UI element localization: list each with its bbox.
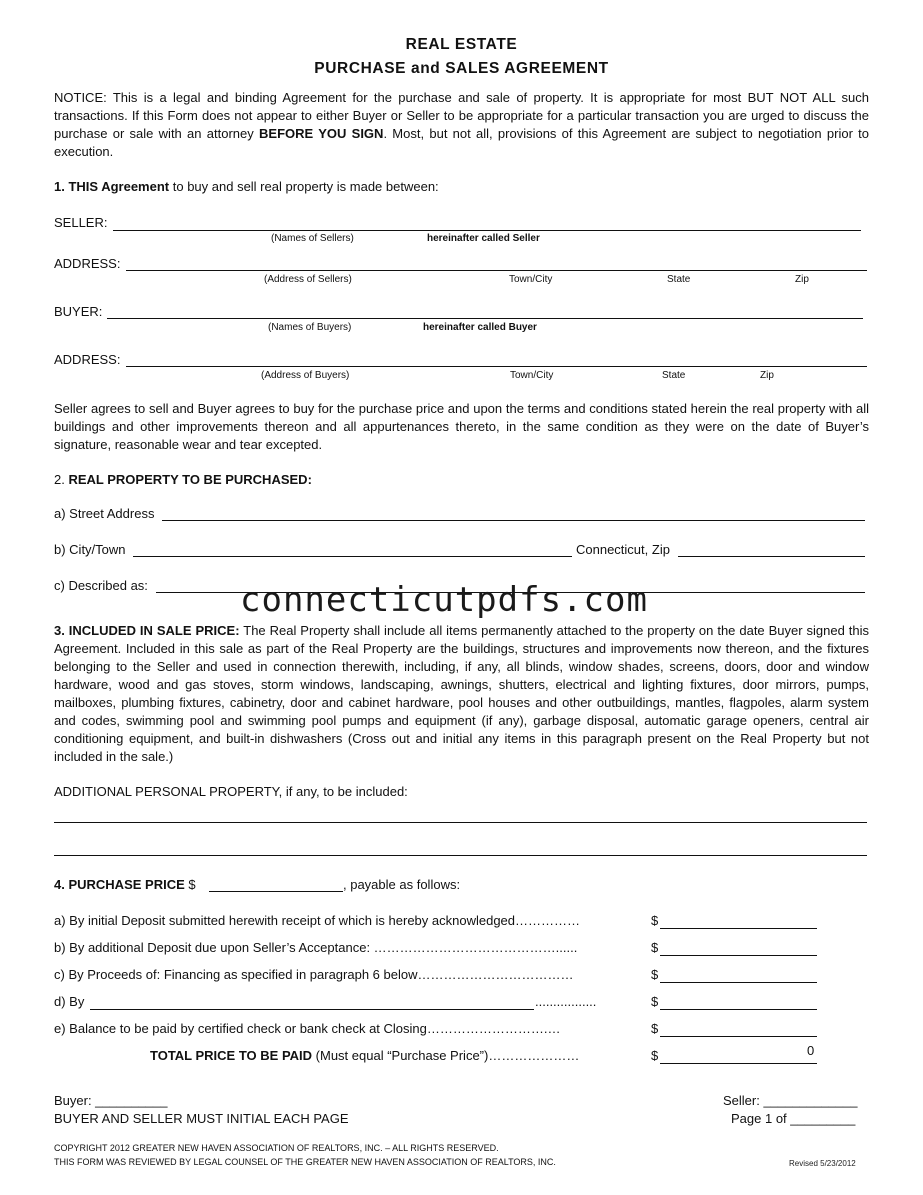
seller-address-label: ADDRESS: [54,256,121,271]
additional-property-line-2[interactable] [54,855,867,856]
buyer-names-caption: (Names of Buyers) [268,322,352,333]
buyer-zip-caption: Zip [760,370,774,381]
row-b-currency: $ [651,940,659,955]
title-line-1: REAL ESTATE [405,36,518,53]
section-3-paragraph [54,622,869,766]
section-4-bold: 4. PURCHASE PRICE [54,877,185,892]
total-amount-field[interactable] [660,1063,817,1064]
seller-town-caption: Town/City [509,274,553,285]
section-4-dollar: $ [184,877,196,892]
seller-called-caption: hereinafter called Seller [427,233,540,244]
total-text: (Must equal “Purchase Price”)………………… [312,1048,580,1063]
row-d-currency: $ [651,994,659,1009]
section-2-number: 2. [54,472,65,487]
section-1-number: 1. [54,179,65,194]
row-d-label: d) By [54,994,85,1009]
seller-name-field[interactable] [113,230,861,231]
section-4-tail: , payable as follows: [343,877,461,892]
street-address-field[interactable] [162,520,865,521]
row-a-amount-field[interactable] [660,928,817,929]
section-4-heading [54,877,196,892]
row-a-currency: $ [651,913,659,928]
buyer-state-caption: State [662,370,686,381]
buyer-label: BUYER: [54,304,103,319]
section-3-bold: 3. INCLUDED IN SALE PRICE: [54,623,240,638]
must-initial-notice: BUYER AND SELLER MUST INITIAL EACH PAGE [54,1111,349,1126]
city-town-label: b) City/Town [54,542,126,557]
row-d-amount-field[interactable] [660,1009,817,1010]
street-address-label: a) Street Address [54,506,155,521]
notice-paragraph [54,89,869,161]
section-3-text: The Real Property shall include all items permanently attached to the property on the date Buyer signed this Agreement. Included in this sale as part of the Real Property are the buildings, structures and improvements now thereon, and the fixtures belonging to the Seller and used in connection therewith, including, if any, all blinds, window shades, screens, doors, door and window hardware, wood and gas stoves, storm windows, landscaping, awnings, shutters, electrical and lighting fixtures, door mirrors, pumps, mailboxes, plumbing fixtures, cabinetry, door and cabinet hardware, pool houses and other outbuildings, mantles, flagpoles, alarm system and codes, swimming pool and swimming pool pumps and equipment (if any), garbage disposal, automatic garage openers, central air conditioning equipment, and built-in dishwashers (Cross out and initial any items in this paragraph present on the Real Property but not included in the sale.) [54,623,870,764]
total-label [150,1048,579,1063]
total-bold: TOTAL PRICE TO BE PAID [150,1048,313,1063]
row-b-amount-field[interactable] [660,955,817,956]
seller-label: SELLER: [54,215,108,230]
city-town-field[interactable] [133,556,572,557]
row-c-amount-field[interactable] [660,982,817,983]
title-line-2: PURCHASE and SALES AGREEMENT [314,60,609,77]
copyright-line-1: COPYRIGHT 2012 GREATER NEW HAVEN ASSOCIATION OF REALTORS, INC. – ALL RIGHTS RESERVED. [54,1143,499,1153]
buyer-name-field[interactable] [107,318,863,319]
described-as-label: c) Described as: [54,578,148,593]
row-c-currency: $ [651,967,659,982]
seller-state-caption: State [667,274,691,285]
row-b-label: b) By additional Deposit due upon Seller’s Acceptance: ……………………………………...... [54,940,578,955]
additional-property-line-1[interactable] [54,822,867,823]
row-c-label: c) By Proceeds of: Financing as specified in paragraph 6 below……………………………… [54,967,574,982]
row-e-currency: $ [651,1021,659,1036]
notice-text-2: . Most, but not all, provisions of this Agreement are subject to negotiation prior to execution. [54,126,869,159]
buyer-called-caption: hereinafter called Buyer [423,322,537,333]
row-a-label: a) By initial Deposit submitted herewith receipt of which is hereby acknowledged…………… [54,913,581,928]
buyer-address-field[interactable] [126,366,867,367]
page-number-label: Page 1 of _________ [731,1111,856,1126]
section-2-bold: REAL PROPERTY TO BE PURCHASED: [68,472,312,487]
section-2-heading [54,472,312,487]
row-e-label: e) Balance to be paid by certified check or bank check at Closing……………………….… [54,1021,561,1036]
watermark: connecticutpdfs.com [240,580,648,620]
copyright-line-2: THIS FORM WAS REVIEWED BY LEGAL COUNSEL OF THE GREATER NEW HAVEN ASSOCIATION OF REALTORS, INC. [54,1157,556,1167]
section-1-bold: THIS Agreement [68,179,170,194]
additional-property-label: ADDITIONAL PERSONAL PROPERTY, if any, to be included: [54,784,408,799]
buyer-address-caption: (Address of Buyers) [261,370,350,381]
seller-names-caption: (Names of Sellers) [271,233,354,244]
row-d-description-field[interactable] [90,1009,534,1010]
total-amount-value: 0 [807,1043,815,1058]
row-d-leader: ................. [535,994,597,1009]
seller-zip-caption: Zip [795,274,809,285]
zip-field[interactable] [678,556,865,557]
section-1-heading [54,179,439,194]
purchase-price-field[interactable] [209,891,343,892]
notice-bold: BEFORE YOU SIGN [259,126,384,141]
revised-date: Revised 5/23/2012 [789,1159,856,1168]
section-1-text: to buy and sell real property is made between: [169,179,439,194]
seller-initials-label: Seller: _____________ [723,1093,858,1108]
buyer-address-label: ADDRESS: [54,352,121,367]
connecticut-zip-label: Connecticut, Zip [576,542,670,557]
agreement-paragraph: Seller agrees to sell and Buyer agrees to buy for the purchase price and upon the terms and conditions stated herein the real property with all buildings and other improvements thereon and all appurtenances thereto, in the same condition as they were on the date of Buyer’s signature, reasonable wear and tear excepted. [54,401,869,452]
total-currency: $ [651,1048,659,1063]
row-e-amount-field[interactable] [660,1036,817,1037]
seller-address-caption: (Address of Sellers) [264,274,352,285]
seller-address-field[interactable] [126,270,867,271]
buyer-initials-label: Buyer: __________ [54,1093,168,1108]
notice-text: NOTICE: This is a legal and binding Agreement for the purchase and sale of property. It is appropriate for most BUT NOT ALL such transactions. If this Form does not appear to either Buyer or Seller to be appropriate for a particular transaction you are urged to discuss the purchase or sale with an attorney [54,90,869,141]
buyer-town-caption: Town/City [510,370,554,381]
